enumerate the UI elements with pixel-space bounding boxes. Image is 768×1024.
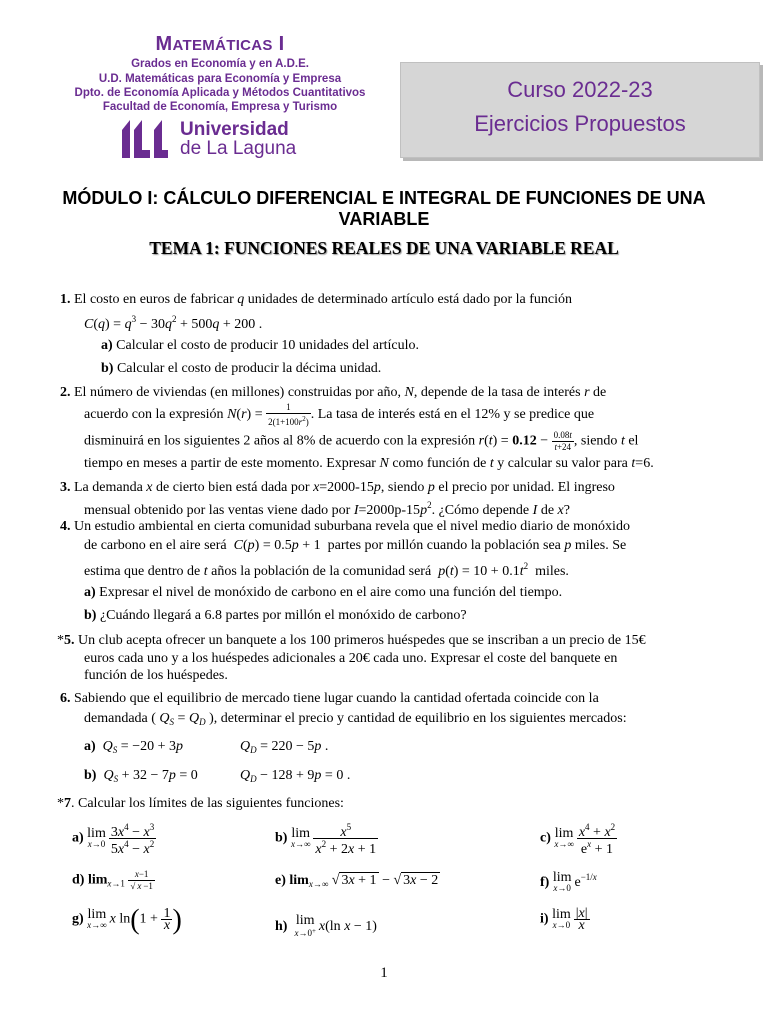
exercise-6-line2: demandada ( $Q_S = Q_D$ ), determinar el precio y cantidad de equilibrio en los siguientes mercados:: [84, 711, 627, 727]
exercise-7: *7. Calcular los límites de las siguientes funciones:: [57, 796, 344, 811]
exercise-5: *5. Un club acepta ofrecer un banquete a los 100 primeros huéspedes que se inscriban a un precio de 15€: [57, 633, 646, 648]
university-logo-icon: [122, 120, 168, 158]
university-name-line2: de La Laguna: [180, 138, 297, 159]
header-line-department: Dpto. de Economía Aplicada y Métodos Cuantitativos: [74, 87, 366, 99]
exercise-4b: b) ¿Cuándo llegará a 6.8 partes por millón el monóxido de carbono?: [84, 608, 467, 623]
exercise-1a: a) Calcular el costo de producir 10 unidades del artículo.: [101, 338, 420, 353]
course-subtitle: Ejercicios Propuestos: [474, 111, 686, 136]
course-box: [400, 62, 760, 158]
exercise-5-line3: función de los huéspedes.: [84, 668, 228, 683]
header-line-unit: U.D. Matemáticas para Economía y Empresa: [98, 73, 342, 85]
exercise-1b: b) Calcular el costo de producir la décima unidad.: [101, 361, 382, 376]
exercise-4-line2: de carbono en el aire será C(p) = 0.5p + 1 partes por millón cuando la población sea p miles. Se: [84, 538, 627, 553]
exercise-4a: a) Expresar el nivel de monóxido de carbono en el aire como una función del tiempo.: [84, 585, 563, 600]
exercise-2-line2: acuerdo con la expresión N(r) = $\frac{1}{2(1+100r^2)}$ . La tasa de interés está en el 12% y se predice que: [84, 402, 595, 427]
exercise-4: 4. Un estudio ambiental en cierta comunidad suburbana revela que el nivel medio diario de monóxido: [60, 519, 630, 534]
header-line-faculty: Facultad de Economía, Empresa y Turismo: [102, 101, 338, 113]
exercise-6a: a) $Q_S = -20 + 3p$: [84, 739, 183, 755]
course-year: Curso 2022-23: [507, 77, 653, 102]
limit-i: i) lim x→0 $\frac{|x|}{x}$: [540, 906, 588, 933]
exercise-4-line3: estima que dentro de t años la población de la comunidad será $p(t) = 10 + 0.1t^2$ miles.: [84, 561, 569, 579]
exercise-3-line2: mensual obtenido por las ventas viene dado por $I=2000p-15p^2$. ¿Cómo depende I de x?: [84, 500, 570, 518]
limit-a: a) lim x→0 $\frac{3x^4 - x^3}{5x^4 - x^2}$: [72, 822, 155, 857]
limit-f: f) lim x→0 $e^{-1/x}$: [540, 869, 597, 893]
course-title: MATEMÁTICAS I: [155, 33, 285, 55]
topic-title: TEMA 1: FUNCIONES REALES DE UNA VARIABLE REAL: [149, 238, 619, 258]
page-number: 1: [380, 965, 388, 981]
exercise-2-line3: disminuirá en los siguientes 2 años al 8% de acuerdo con la expresión r(t) = 0.12 − $\frac{0.08t}{t+24}$ , siendo t el: [84, 430, 639, 452]
exercise-1-formula: $C(q) = q^3 - 30q^2 + 500q + 200$ .: [84, 314, 263, 332]
limit-h: h) lim x→0+ x(ln x − 1): [275, 913, 377, 938]
limit-e: e) $\lim_{x\to\infty}$ √ 3x + 1 − √ 3x − 2: [275, 873, 439, 889]
exercise-3: 3. La demanda x de cierto bien está dada por x=2000-15p, siendo p el precio por unidad. El ingreso: [60, 480, 615, 495]
exercise-5-line2: euros cada uno y a los huéspedes adicionales a 20€ cada uno. Expresar el coste del banquete en: [84, 651, 618, 666]
exercise-1: 1. El costo en euros de fabricar q unidades de determinado artículo está dado por la función: [60, 292, 572, 307]
header-line-degrees: Grados en Economía y en A.D.E.: [131, 58, 309, 70]
limit-c: c) lim x→∞ $\frac{x^4 + x^2}{e^x + 1}$: [540, 822, 616, 857]
university-name: Universidad: [180, 119, 289, 140]
exercise-6: 6. Sabiendo que el equilibrio de mercado tiene lugar cuando la cantidad ofertada coincide con la: [60, 691, 599, 706]
exercise-6a-demand: $Q_D = 220 - 5p$ .: [240, 739, 329, 755]
limit-d: d) $\lim_{x\to 1}$ $\frac{x-1}{√ x -1}$: [72, 869, 153, 891]
exercise-2-line4: tiempo en meses a partir de este momento. Expresar N como función de t y calcular su valor para t=6.: [84, 456, 654, 471]
module-title: MÓDULO I: CÁLCULO DIFERENCIAL E INTEGRAL DE FUNCIONES DE UNA VARIABLE: [62, 188, 706, 229]
exercise-6b: b) $Q_S + 32 - 7p = 0$: [84, 768, 198, 784]
exercise-6b-demand: $Q_D - 128 + 9p = 0$ .: [240, 768, 351, 784]
limit-b: b) lim x→∞ $\frac{x^5}{x^2 + 2x + 1}$: [275, 822, 377, 857]
limit-g: g) lim x→∞ x ln(1 + $\frac{1}{x}$ ): [72, 904, 182, 936]
exercise-2: 2. El número de viviendas (en millones) construidas por año, N, depende de la tasa de interés r de: [60, 385, 607, 400]
